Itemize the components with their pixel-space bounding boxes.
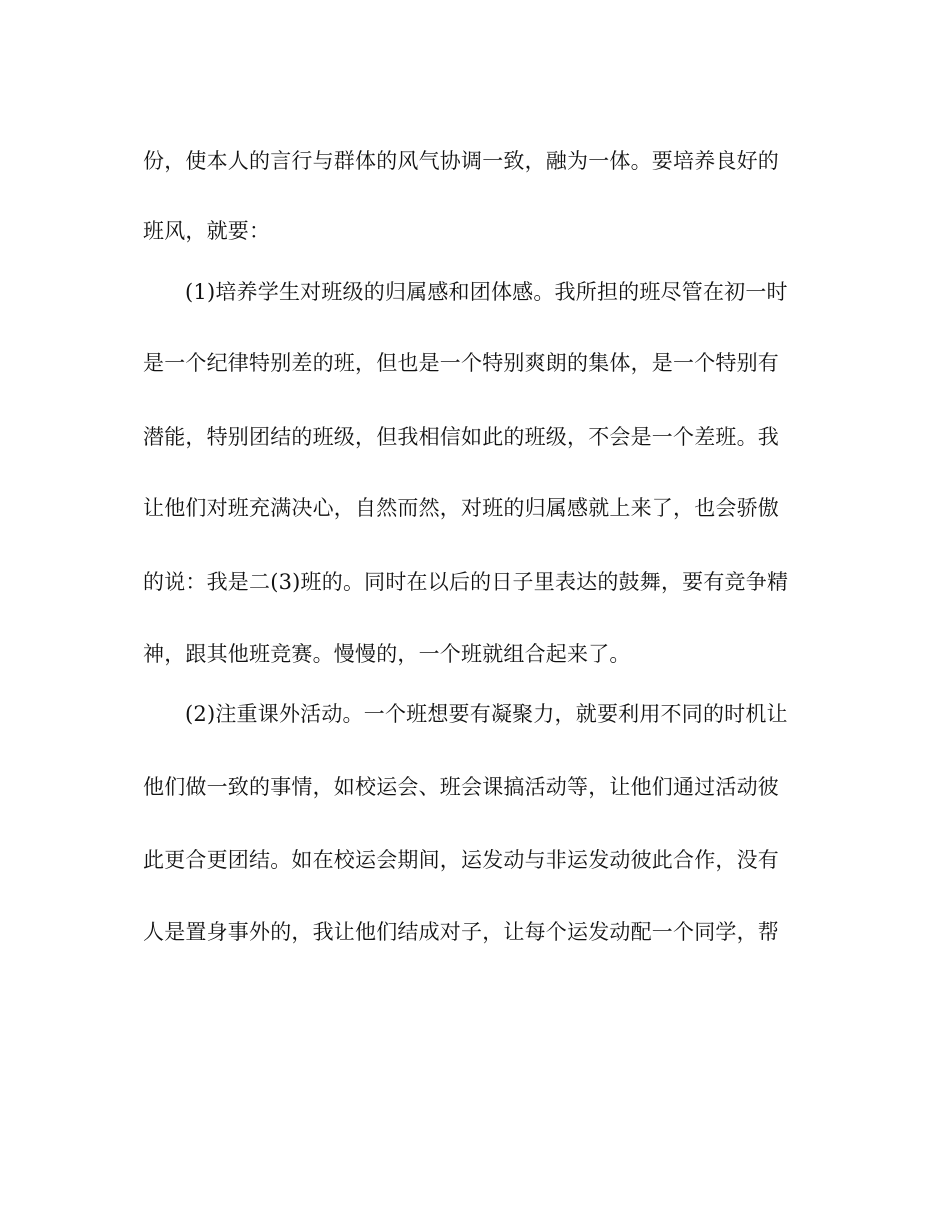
text-line-10: 他们做一致的事情，如校运会、班会课搞活动等，让他们通过活动彼 — [143, 775, 779, 799]
text-line-12: 人是置身事外的，我让他们结成对子，让每个运发动配一个同学，帮 — [143, 920, 779, 944]
text-line-5: 潜能，特别团结的班级，但我相信如此的班级，不会是一个差班。我 — [143, 425, 779, 449]
text-line-1: 份，使本人的言行与群体的风气协调一致，融为一体。要培养良好的 — [143, 149, 779, 173]
text-line-7: 的说：我是二(3)班的。同时在以后的日子里表达的鼓舞，要有竞争精 — [143, 570, 789, 594]
text-line-6: 让他们对班充满决心，自然而然，对班的归属感就上来了，也会骄傲 — [143, 496, 779, 520]
text-line-11: 此更合更团结。如在校运会期间，运发动与非运发动彼此合作，没有 — [143, 848, 779, 872]
text-line-4: 是一个纪律特别差的班，但也是一个特别爽朗的集体，是一个特别有 — [143, 351, 779, 375]
text-line-8: 神，跟其他班竞赛。慢慢的，一个班就组合起来了。 — [143, 642, 631, 666]
text-line-2: 班风，就要： — [143, 219, 271, 243]
paragraph-1-first-line: (1)培养学生对班级的归属感和团体感。我所担的班尽管在初一时 — [185, 280, 788, 304]
paragraph-2-first-line: (2)注重课外活动。一个班想要有凝聚力，就要利用不同的时机让 — [185, 702, 788, 726]
